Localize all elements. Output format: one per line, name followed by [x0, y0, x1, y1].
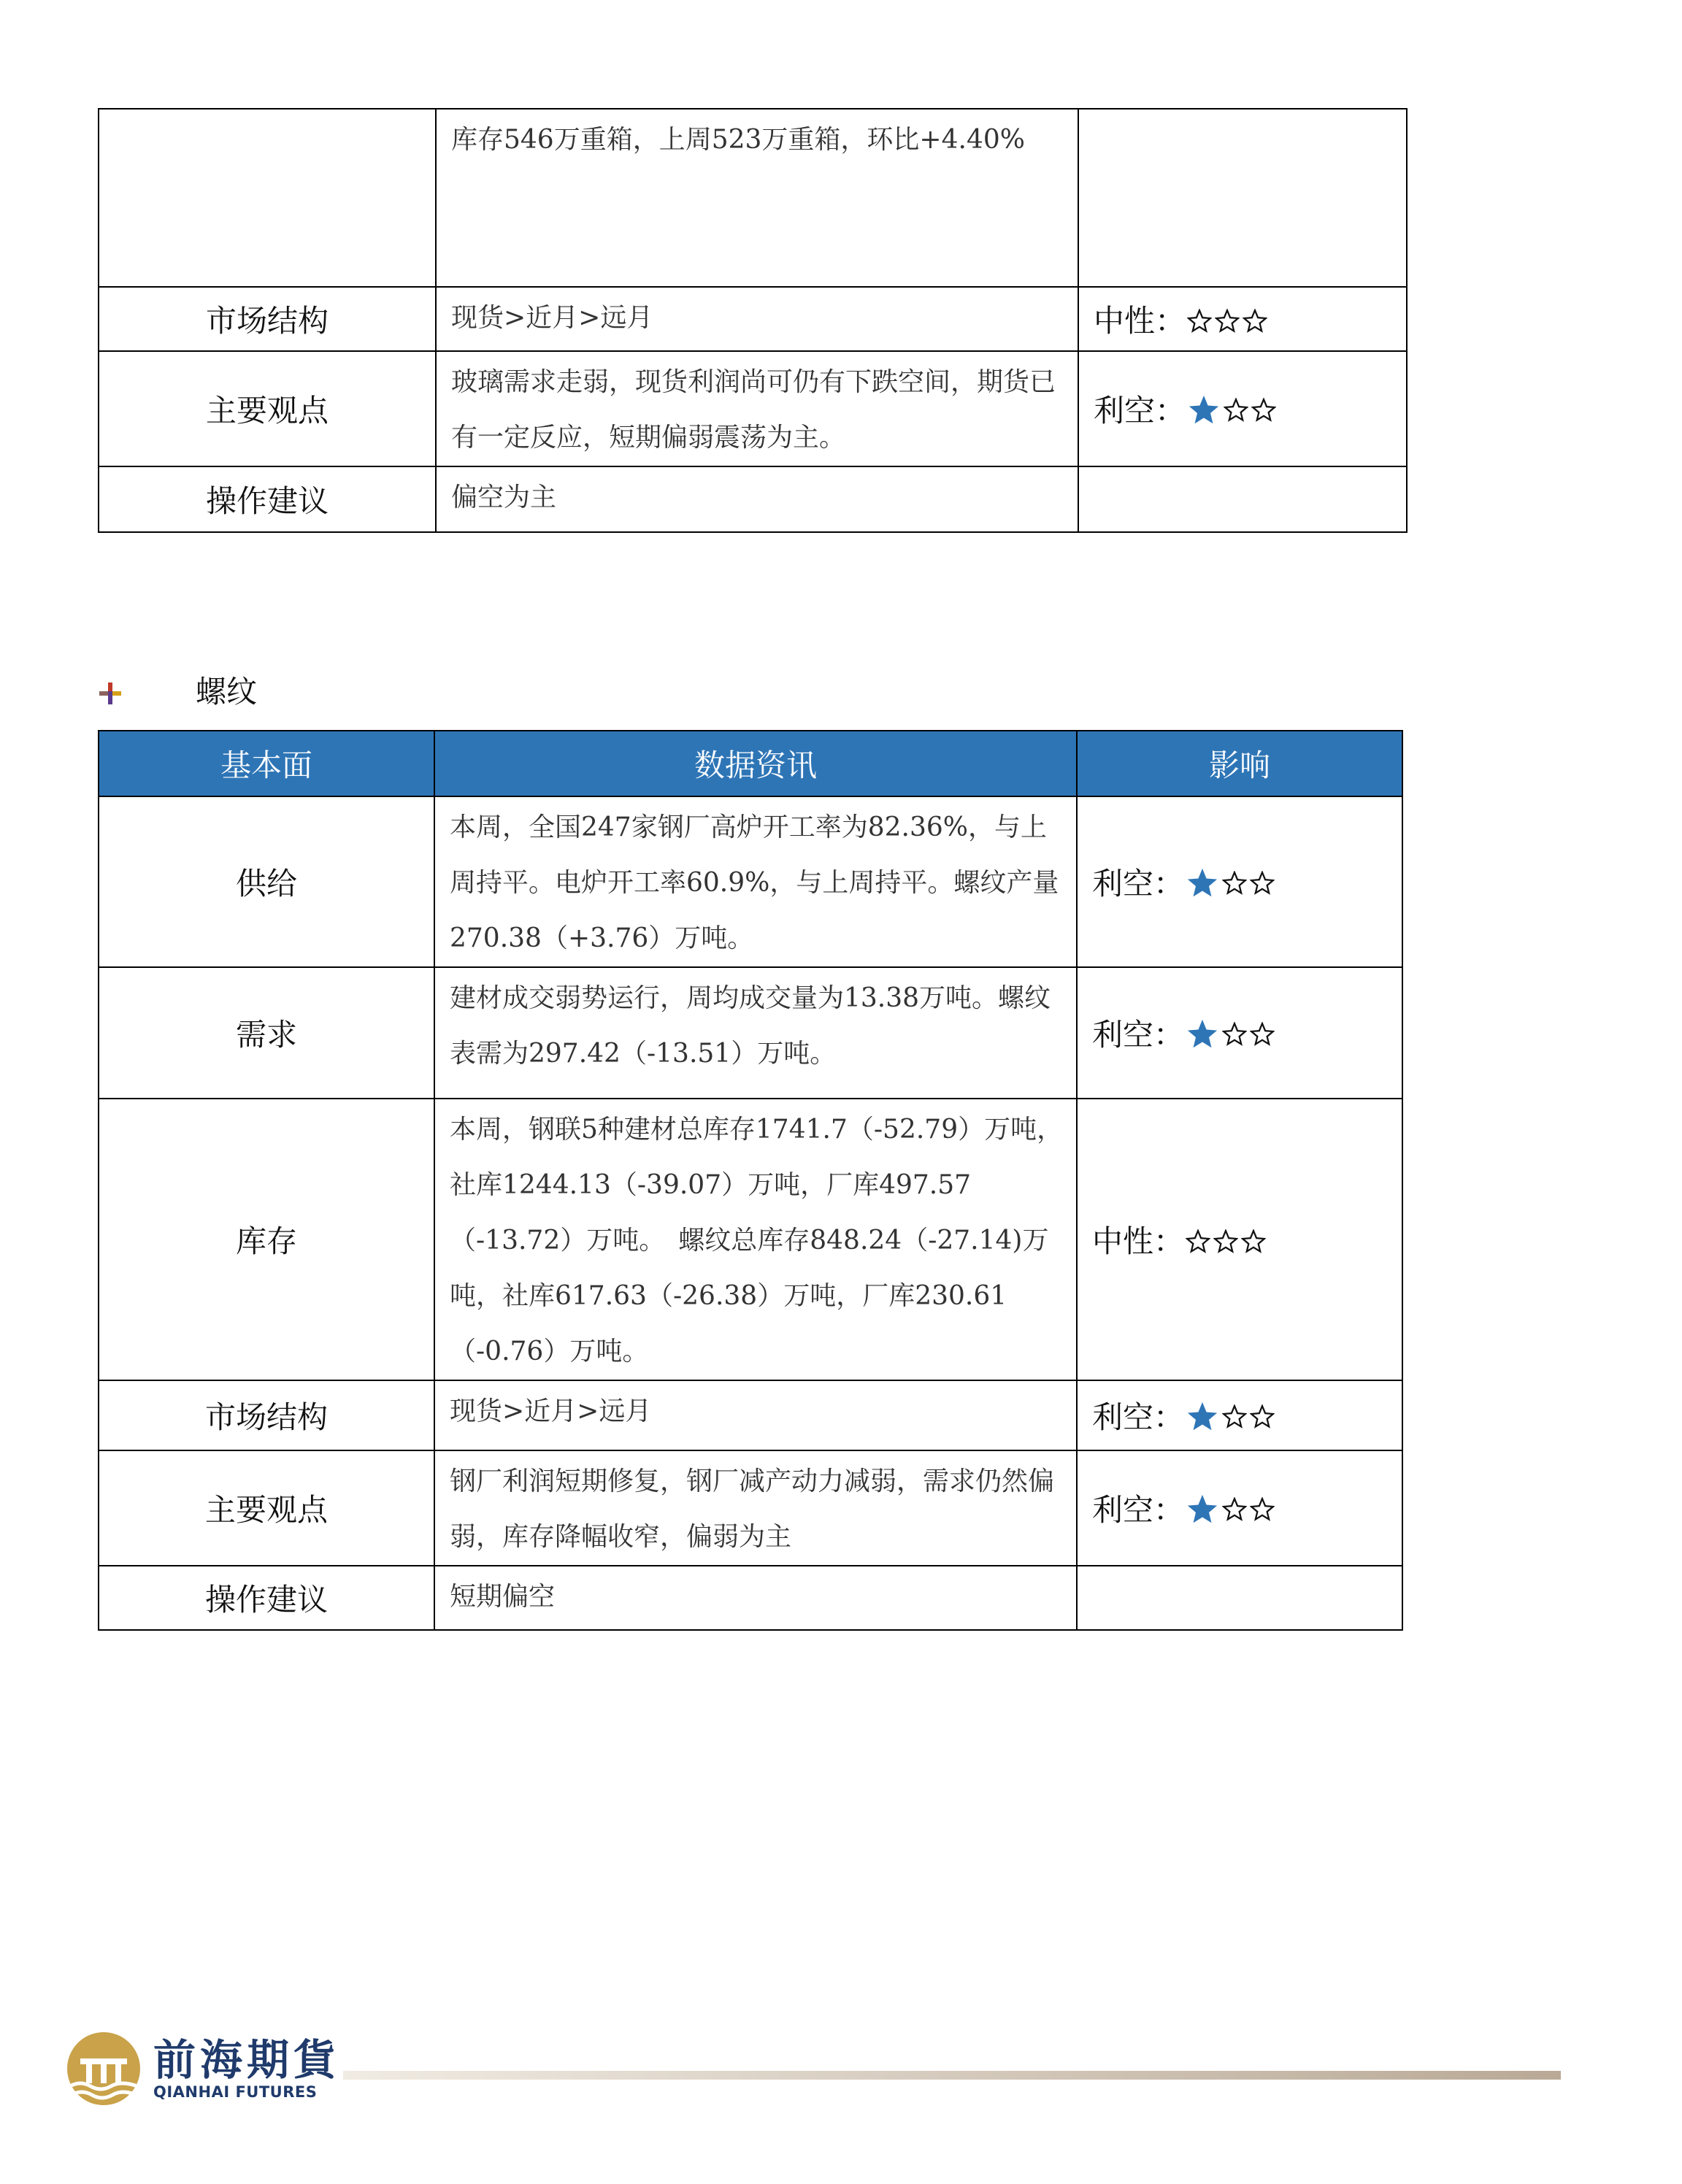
row-info: 现货>近月>远月 [436, 287, 1078, 351]
star-outline-icon [1224, 398, 1248, 423]
star-outline-icon [1187, 309, 1212, 334]
row-label: 市场结构 [99, 1380, 434, 1450]
table-row [99, 466, 1407, 532]
header-fundamentals: 基本面 [99, 731, 434, 796]
row-info: 建材成交弱势运行，周均成交量为13.38万吨。螺纹表需为297.42（-13.51）万吨。 [434, 967, 1077, 1099]
star-outline-icon [1222, 1404, 1247, 1429]
star-outline-icon [1251, 398, 1276, 423]
row-impact [1077, 1450, 1402, 1566]
star-outline-icon [1222, 1022, 1247, 1047]
table-header-row [99, 731, 1402, 796]
row-info: 本周，全国247家钢厂高炉开工率为82.36%，与上周持平。电炉开工率60.9%，与上周持平。螺纹产量270.38（+3.76）万吨。 [434, 796, 1077, 967]
row-info: 本周，钢联5种建材总库存1741.7（-52.79）万吨，社库1244.13（-39.07）万吨，厂库497.57（-13.72）万吨。 螺纹总库存848.24（-27.14)万吨，社库617.63（-26.38）万吨，厂库230.61（-0.76）万吨。 [434, 1099, 1077, 1380]
star-outline-icon [1222, 871, 1247, 896]
row-label: 操作建议 [99, 1566, 434, 1630]
row-impact [1077, 1380, 1402, 1450]
star-filled-icon [1187, 393, 1221, 427]
row-impact [1078, 287, 1407, 351]
row-impact [1078, 466, 1407, 532]
row-label: 主要观点 [99, 351, 436, 466]
star-filled-icon [1186, 1493, 1219, 1526]
impact-label: 中性： [1094, 303, 1186, 339]
brand-name-en: QIANHAI FUTURES [153, 2083, 318, 2101]
star-filled-icon [1186, 1018, 1219, 1051]
bullet-cross-icon [98, 677, 123, 702]
star-rating [1187, 301, 1270, 337]
star-rating [1186, 1397, 1278, 1434]
row-info: 库存546万重箱，上周523万重箱，环比+4.40% [436, 109, 1078, 287]
star-filled-icon [1186, 866, 1219, 900]
row-label: 供给 [99, 796, 434, 967]
table-row [99, 109, 1407, 287]
table-row [99, 287, 1407, 351]
brand-name-cn: 前海期貨 [153, 2035, 341, 2085]
row-info: 现货>近月>远月 [434, 1380, 1077, 1450]
glass-table [98, 108, 1408, 533]
table-row [99, 351, 1407, 466]
star-outline-icon [1186, 1229, 1210, 1254]
impact-label: 利空： [1092, 866, 1185, 901]
qianhai-logo-icon [64, 2029, 143, 2108]
star-outline-icon [1250, 1022, 1275, 1047]
table-row [99, 1566, 1402, 1630]
row-info: 偏空为主 [436, 466, 1078, 532]
row-info: 短期偏空 [434, 1566, 1077, 1630]
row-info: 钢厂利润短期修复，钢厂减产动力减弱，需求仍然偏弱，库存降幅收窄，偏弱为主 [434, 1450, 1077, 1566]
table-row [99, 1380, 1402, 1450]
row-label: 库存 [99, 1099, 434, 1380]
section-title-text: 螺纹 [196, 674, 258, 710]
star-rating [1186, 1222, 1269, 1258]
table-row [99, 1450, 1402, 1566]
star-outline-icon [1222, 1497, 1247, 1522]
star-rating [1186, 864, 1278, 901]
table-row [99, 796, 1402, 967]
footer-divider [343, 2071, 1561, 2080]
star-outline-icon [1250, 871, 1275, 896]
star-rating [1187, 391, 1279, 428]
star-outline-icon [1241, 1229, 1266, 1254]
row-info: 玻璃需求走弱，现货利润尚可仍有下跌空间，期货已有一定反应，短期偏弱震荡为主。 [436, 351, 1078, 466]
star-rating [1186, 1015, 1278, 1052]
impact-label: 利空： [1092, 1399, 1185, 1435]
table-row [99, 967, 1402, 1099]
row-label: 主要观点 [99, 1450, 434, 1566]
row-impact [1078, 351, 1407, 466]
impact-label: 中性： [1092, 1223, 1185, 1259]
star-rating [1186, 1490, 1278, 1527]
rebar-table [98, 730, 1403, 1631]
star-outline-icon [1213, 1229, 1238, 1254]
table-row [99, 1099, 1402, 1380]
footer-brand [64, 2029, 340, 2108]
star-outline-icon [1243, 309, 1267, 334]
row-label [99, 109, 436, 287]
row-impact [1077, 1099, 1402, 1380]
star-outline-icon [1250, 1404, 1275, 1429]
star-outline-icon [1215, 309, 1240, 334]
row-impact [1077, 796, 1402, 967]
row-label: 市场结构 [99, 287, 436, 351]
impact-label: 利空： [1092, 1017, 1185, 1053]
star-outline-icon [1250, 1497, 1275, 1522]
row-label: 需求 [99, 967, 434, 1099]
header-data: 数据资讯 [434, 731, 1077, 796]
header-impact: 影响 [1077, 731, 1402, 796]
star-filled-icon [1186, 1400, 1219, 1434]
section-title [98, 668, 257, 712]
impact-label: 利空： [1092, 1492, 1185, 1528]
row-impact [1078, 109, 1407, 287]
row-label: 操作建议 [99, 466, 436, 532]
row-impact [1077, 967, 1402, 1099]
row-impact [1077, 1566, 1402, 1630]
impact-label: 利空： [1094, 393, 1186, 428]
